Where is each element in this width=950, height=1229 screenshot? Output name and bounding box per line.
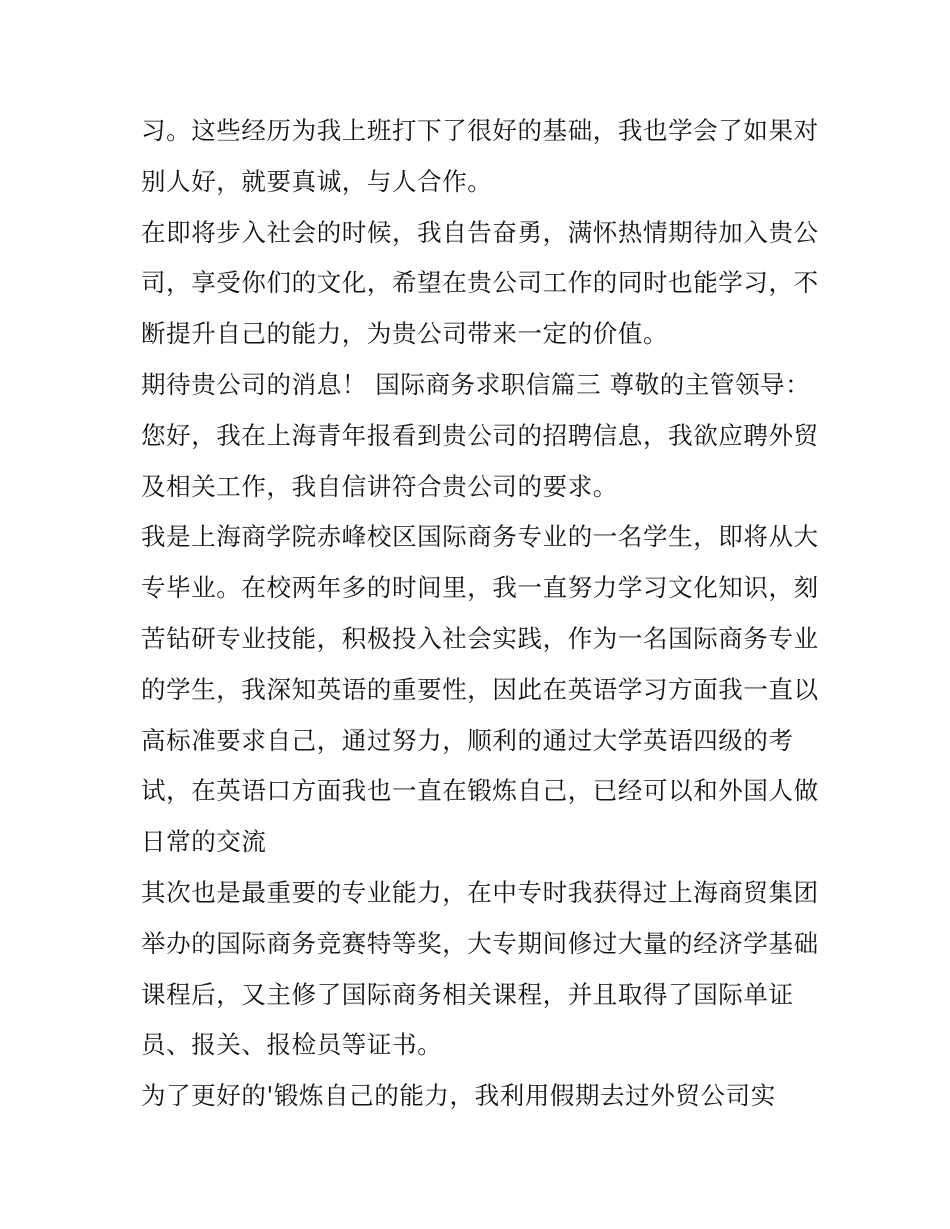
text-line: 的学生，我深知英语的重要性，因此在英语学习方面我一直以 [141, 674, 819, 704]
text-line: 苦钻研专业技能，积极投入社会实践，作为一名国际商务专业 [141, 623, 819, 653]
text-line: 专毕业。在校两年多的时间里，我一直努力学习文化知识，刻 [141, 573, 819, 603]
text-line: 日常的交流 [141, 827, 267, 857]
text-line: 课程后，又主修了国际商务相关课程，并且取得了国际单证 [141, 979, 794, 1009]
text-line: 员、报关、报检员等证书。 [141, 1030, 443, 1060]
text-line: 我是上海商学院赤峰校区国际商务专业的一名学生，即将从大 [141, 522, 819, 552]
text-line: 别人好，就要真诚，与人合作。 [141, 166, 493, 196]
text-line: 司，享受你们的文化，希望在贵公司工作的同时也能学习，不 [141, 268, 819, 298]
text-line: 在即将步入社会的时候，我自告奋勇，满怀热情期待加入贵公 [141, 217, 819, 247]
text-line: 举办的国际商务竞赛特等奖，大专期间修过大量的经济学基础 [141, 928, 819, 958]
text-line: 期待贵公司的消息！ 国际商务求职信篇三 尊敬的主管领导： [141, 369, 811, 399]
body-text [141, 106, 821, 1122]
text-line: 您好，我在上海青年报看到贵公司的招聘信息，我欲应聘外贸 [141, 420, 819, 450]
text-line: 为了更好的'锻炼自己的能力，我利用假期去过外贸公司实 [141, 1081, 776, 1111]
text-line: 高标准要求自己，通过努力，顺利的通过大学英语四级的考 [141, 725, 794, 755]
text-line: 断提升自己的能力，为贵公司带来一定的价值。 [141, 319, 669, 349]
text-line: 试，在英语口方面我也一直在锻炼自己，已经可以和外国人做 [141, 776, 819, 806]
text-line: 习。这些经历为我上班打下了很好的基础，我也学会了如果对 [141, 116, 819, 145]
text-line: 其次也是最重要的专业能力，在中专时我获得过上海商贸集团 [141, 877, 819, 907]
text-line: 及相关工作，我自信讲符合贵公司的要求。 [141, 471, 618, 501]
